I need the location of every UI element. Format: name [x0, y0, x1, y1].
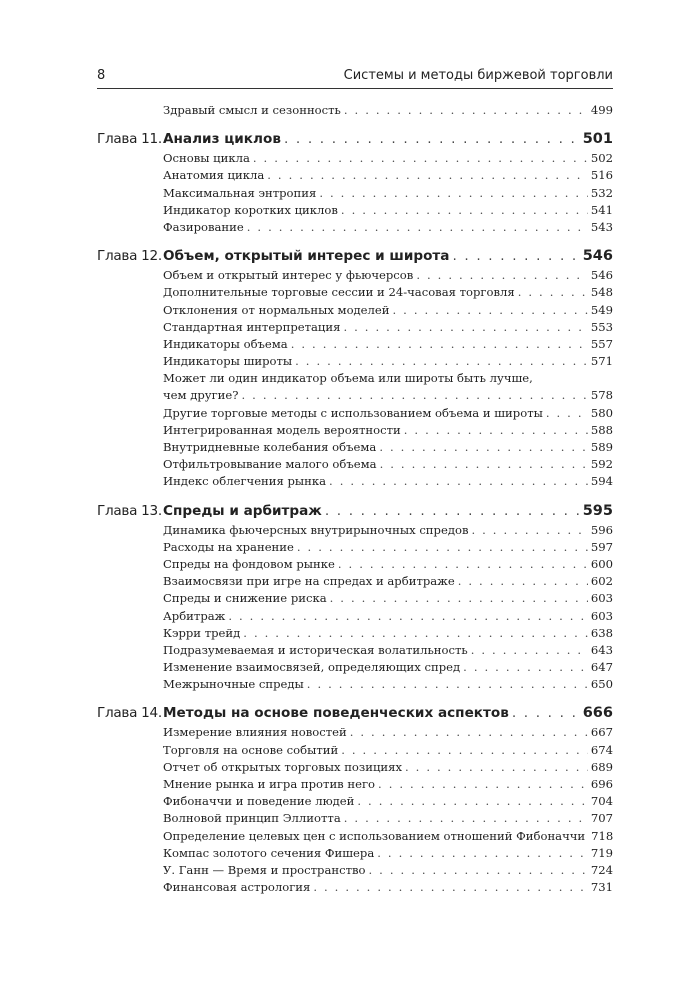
- toc-entry[interactable]: [97, 185, 613, 202]
- entry-page: 557: [590, 336, 613, 351]
- toc-entry[interactable]: [97, 456, 613, 473]
- chapter-label: Глава 11.: [97, 131, 162, 148]
- toc-chapter[interactable]: [97, 500, 613, 522]
- entry-title: Основы цикла: [163, 151, 250, 166]
- toc-chapter[interactable]: [97, 128, 613, 150]
- entry-page: 578: [590, 388, 613, 403]
- dot-leader: [518, 284, 588, 301]
- toc-entry[interactable]: [97, 302, 613, 319]
- toc-entry-first-line: Может ли один индикатор объема или широты быть лучше,: [163, 371, 533, 386]
- entry-title: Отфильтровывание малого объема: [163, 457, 377, 472]
- toc-entry[interactable]: [97, 405, 613, 422]
- dot-leader: [463, 659, 588, 676]
- entry-page: 689: [590, 759, 613, 774]
- entry-page: 600: [590, 556, 613, 571]
- entry-title: Здравый смысл и сезонность: [163, 103, 341, 117]
- book-title: Системы и методы биржевой торговли: [343, 68, 613, 83]
- entry-title: Отчет об открытых торговых позициях: [163, 759, 402, 774]
- dot-leader: [379, 439, 588, 456]
- entry-page: 499: [590, 103, 613, 117]
- entry-page: 597: [590, 539, 613, 554]
- entry-page: 549: [590, 302, 613, 317]
- dot-leader: [242, 387, 588, 404]
- dot-leader: [313, 879, 588, 896]
- entry-page: 731: [590, 880, 613, 895]
- dot-leader: [344, 810, 588, 827]
- entry-page: 595: [582, 502, 613, 519]
- toc-entry[interactable]: [97, 353, 613, 370]
- entry-page: 594: [590, 474, 613, 489]
- entry-title: Подразумеваемая и историческая волатильность: [163, 642, 468, 657]
- entry-page: 541: [590, 202, 613, 217]
- dot-leader: [471, 522, 587, 539]
- entry-page: 592: [590, 457, 613, 472]
- entry-title: Объем, открытый интерес и широта: [163, 248, 450, 265]
- entry-title: Волновой принцип Эллиотта: [163, 811, 341, 826]
- toc-entry[interactable]: [97, 573, 613, 590]
- entry-title: Внутридневные колебания объема: [163, 440, 377, 454]
- toc-entry[interactable]: [97, 828, 613, 845]
- entry-title: Спреды и снижение риска: [163, 591, 327, 606]
- entry-page: 719: [590, 845, 613, 860]
- entry-title: Дополнительные торговые сессии и 24-часовая торговля: [163, 285, 515, 300]
- toc-entry[interactable]: [97, 659, 613, 676]
- dot-leader: [452, 245, 579, 267]
- toc-entry[interactable]: [97, 439, 613, 456]
- toc-entry[interactable]: [97, 167, 613, 184]
- toc-entry[interactable]: [97, 336, 613, 353]
- dot-leader: [228, 608, 588, 625]
- entry-title: Межрыночные спреды: [163, 677, 304, 692]
- entry-title: Определение целевых цен с использованием отношений Фибоначчи: [163, 828, 586, 843]
- toc-entry[interactable]: [97, 150, 613, 167]
- dot-leader: [344, 102, 588, 119]
- toc-entry[interactable]: [97, 522, 613, 539]
- entry-title: Изменение взаимосвязей, определяющих спред: [163, 660, 461, 675]
- toc-entry[interactable]: [97, 102, 613, 119]
- entry-title: Арбитраж: [163, 608, 226, 623]
- dot-leader: [247, 219, 588, 236]
- dot-leader: [405, 759, 588, 776]
- dot-leader: [416, 267, 588, 284]
- toc-entry[interactable]: [97, 319, 613, 336]
- entry-page: 589: [590, 440, 613, 454]
- entry-page: 553: [590, 319, 613, 334]
- toc-entry[interactable]: [97, 676, 613, 693]
- entry-page: 580: [590, 405, 613, 420]
- dot-leader: [325, 500, 580, 522]
- toc-entry[interactable]: [97, 642, 613, 659]
- entry-page: 666: [582, 705, 613, 722]
- entry-page: 603: [590, 608, 613, 623]
- toc-entry[interactable]: [97, 879, 613, 896]
- dot-leader: [253, 150, 588, 167]
- chapter-label: Глава 13.: [97, 502, 162, 519]
- toc-entry[interactable]: [97, 539, 613, 556]
- entry-title: Спреды и арбитраж: [163, 502, 322, 519]
- entry-page: 603: [590, 591, 613, 606]
- entry-page: 546: [582, 248, 613, 265]
- entry-title: Измерение влияния новостей: [163, 725, 347, 740]
- dot-leader: [297, 539, 588, 556]
- toc-entry[interactable]: [97, 724, 613, 741]
- toc-entry[interactable]: [97, 608, 613, 625]
- toc-chapter[interactable]: [97, 702, 613, 724]
- table-of-contents: [97, 102, 613, 896]
- entry-title: Компас золотого сечения Фишера: [163, 845, 375, 860]
- dot-leader: [341, 742, 588, 759]
- dot-leader: [378, 776, 588, 793]
- entry-title: Стандартная интерпретация: [163, 319, 341, 334]
- toc-entry[interactable]: [97, 422, 613, 439]
- dot-leader: [377, 845, 588, 862]
- entry-page: 674: [590, 742, 613, 757]
- entry-page: 602: [590, 574, 613, 589]
- toc-entry[interactable]: [97, 556, 613, 573]
- entry-title: Методы на основе поведенческих аспектов: [163, 705, 509, 722]
- entry-page: 696: [590, 777, 613, 791]
- dot-leader: [471, 642, 588, 659]
- toc-entry[interactable]: [97, 202, 613, 219]
- entry-title: Кэрри трейд: [163, 625, 241, 640]
- dot-leader: [307, 676, 588, 693]
- toc-entry[interactable]: [97, 776, 613, 793]
- entry-page: 588: [590, 422, 613, 437]
- entry-page: 596: [590, 522, 613, 537]
- entry-title: Индекс облегчения рынка: [163, 474, 327, 489]
- toc-entry[interactable]: [97, 759, 613, 776]
- entry-title: чем другие?: [163, 388, 239, 403]
- toc-entry[interactable]: [97, 219, 613, 236]
- entry-page: 667: [590, 725, 613, 740]
- entry-page: 638: [590, 625, 613, 640]
- entry-title: Взаимосвязи при игре на спредах и арбитраже: [163, 574, 455, 589]
- entry-title: У. Ганн — Время и пространство: [163, 862, 366, 877]
- entry-page: 501: [582, 131, 613, 148]
- dot-leader: [267, 167, 588, 184]
- entry-title: Интегрированная модель вероятности: [163, 422, 401, 437]
- toc-entry[interactable]: [97, 590, 613, 607]
- entry-page: 724: [590, 862, 613, 877]
- entry-title: Отклонения от нормальных моделей: [163, 302, 390, 317]
- entry-page: 707: [590, 811, 613, 826]
- toc-entry[interactable]: [97, 793, 613, 810]
- dot-leader: [350, 724, 588, 741]
- toc-entry[interactable]: [97, 284, 613, 301]
- entry-title: Другие торговые методы с использованием объема и широты: [163, 405, 543, 420]
- entry-page: 647: [590, 660, 613, 675]
- toc-entry[interactable]: [97, 810, 613, 827]
- chapter-label: Глава 12.: [97, 248, 162, 265]
- dot-leader: [341, 202, 588, 219]
- toc-entry[interactable]: [97, 845, 613, 862]
- entry-title: Анализ циклов: [163, 131, 281, 148]
- dot-leader: [458, 573, 588, 590]
- toc-entry[interactable]: [97, 387, 613, 404]
- dot-leader: [512, 702, 580, 724]
- dot-leader: [404, 422, 588, 439]
- entry-title: Финансовая астрология: [163, 880, 311, 895]
- dot-leader: [546, 405, 588, 422]
- chapter-label: Глава 14.: [97, 705, 162, 722]
- dot-leader: [380, 456, 588, 473]
- dot-leader: [243, 625, 588, 642]
- entry-title: Спреды на фондовом рынке: [163, 556, 335, 571]
- entry-page: 516: [590, 168, 613, 183]
- dot-leader: [357, 793, 587, 810]
- dot-leader: [284, 128, 580, 150]
- entry-page: 502: [590, 151, 613, 166]
- dot-leader: [338, 556, 588, 573]
- entry-page: 548: [590, 285, 613, 300]
- entry-title: Фазирование: [163, 219, 244, 234]
- entry-title: Индикатор коротких циклов: [163, 202, 338, 217]
- entry-title: Мнение рынка и игра против него: [163, 777, 376, 791]
- entry-title: Максимальная энтропия: [163, 185, 317, 200]
- entry-title: Анатомия цикла: [163, 168, 265, 183]
- entry-title: Расходы на хранение: [163, 539, 294, 554]
- dot-leader: [319, 185, 588, 202]
- dot-leader: [329, 473, 588, 490]
- entry-page: 704: [590, 794, 613, 809]
- entry-page: 532: [590, 185, 613, 200]
- entry-page: 546: [590, 268, 613, 283]
- toc-entry[interactable]: [97, 742, 613, 759]
- entry-page: 718: [591, 828, 614, 843]
- dot-leader: [295, 353, 588, 370]
- dot-leader: [393, 302, 588, 319]
- toc-entry[interactable]: [97, 862, 613, 879]
- dot-leader: [291, 336, 588, 353]
- toc-entry[interactable]: [97, 267, 613, 284]
- toc-entry[interactable]: [97, 625, 613, 642]
- entry-title: Динамика фьючерсных внутрирыночных спредов: [163, 522, 469, 537]
- entry-title: Объем и открытый интерес у фьючерсов: [163, 268, 414, 283]
- entry-title: Индикаторы объема: [163, 336, 288, 351]
- entry-page: 571: [590, 354, 613, 369]
- dot-leader: [343, 319, 587, 336]
- toc-entry[interactable]: [97, 473, 613, 490]
- running-header: [97, 64, 613, 89]
- entry-page: 543: [590, 219, 613, 234]
- entry-title: Торговля на основе событий: [163, 742, 339, 757]
- page-number: 8: [97, 68, 106, 83]
- entry-page: 643: [590, 642, 613, 657]
- toc-chapter[interactable]: [97, 245, 613, 267]
- entry-page: 650: [590, 677, 613, 692]
- entry-title: Фибоначчи и поведение людей: [163, 794, 355, 809]
- dot-leader: [330, 590, 588, 607]
- dot-leader: [369, 862, 588, 879]
- entry-title: Индикаторы широты: [163, 354, 293, 369]
